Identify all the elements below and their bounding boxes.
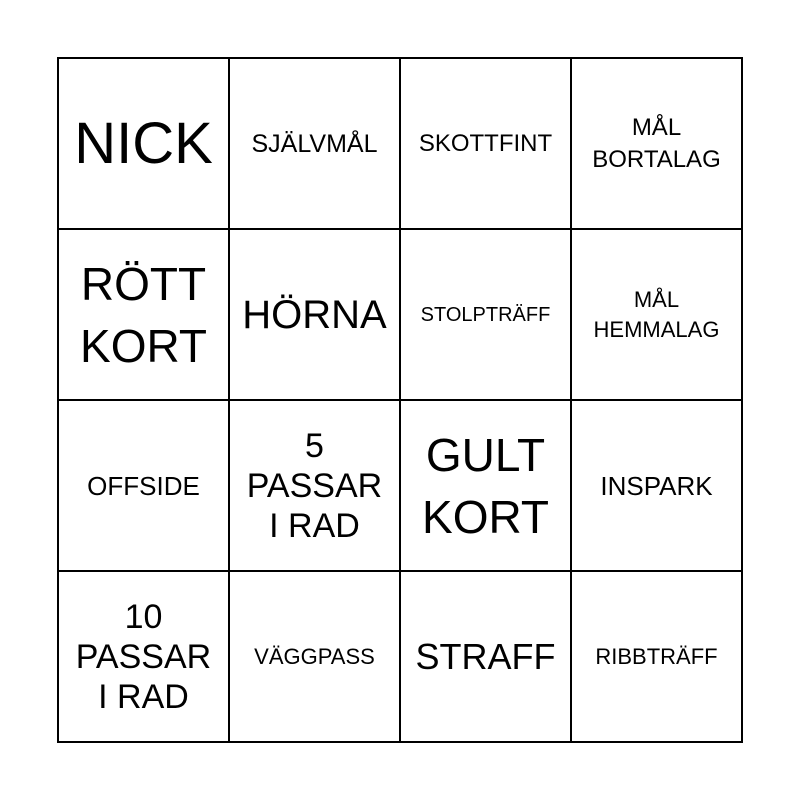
bingo-cell-5-passar-i-rad[interactable] bbox=[229, 400, 400, 571]
bingo-cell-skottfint[interactable] bbox=[400, 58, 571, 229]
bingo-cell-label: 5 PASSAR I RAD bbox=[246, 426, 383, 545]
bingo-cell-label: 10 PASSAR I RAD bbox=[75, 597, 212, 716]
bingo-cell-label: NICK bbox=[74, 110, 213, 176]
bingo-cell-label: SJÄLVMÅL bbox=[251, 129, 378, 158]
bingo-cell-offside[interactable] bbox=[58, 400, 229, 571]
bingo-cell-straff[interactable] bbox=[400, 571, 571, 742]
bingo-cell-label: MÅL HEMMALAG bbox=[593, 286, 720, 342]
bingo-cell-label: HÖRNA bbox=[242, 292, 387, 337]
bingo-cell-inspark[interactable] bbox=[571, 400, 742, 571]
bingo-cell-label: MÅL BORTALAG bbox=[592, 113, 721, 173]
bingo-cell-label: GULT KORT bbox=[422, 428, 549, 543]
bingo-board bbox=[57, 57, 743, 743]
bingo-cell-label: STOLPTRÄFF bbox=[420, 303, 551, 326]
bingo-cell-vaggpass[interactable] bbox=[229, 571, 400, 742]
bingo-cell-mal-bortalag[interactable] bbox=[571, 58, 742, 229]
bingo-cell-sjalvmal[interactable] bbox=[229, 58, 400, 229]
bingo-cell-nick[interactable] bbox=[58, 58, 229, 229]
bingo-cell-label: INSPARK bbox=[600, 470, 713, 501]
bingo-cell-stolptraff[interactable] bbox=[400, 229, 571, 400]
bingo-cell-label: VÄGGPASS bbox=[254, 643, 375, 669]
bingo-cell-label: OFFSIDE bbox=[87, 470, 200, 501]
bingo-cell-gult-kort[interactable] bbox=[400, 400, 571, 571]
bingo-cell-label: RIBBTRÄFF bbox=[595, 643, 718, 669]
bingo-cell-ribbtraff[interactable] bbox=[571, 571, 742, 742]
bingo-cell-rott-kort[interactable] bbox=[58, 229, 229, 400]
bingo-cell-10-passar-i-rad[interactable] bbox=[58, 571, 229, 742]
bingo-cell-label: STRAFF bbox=[415, 635, 556, 677]
bingo-cell-label: RÖTT KORT bbox=[80, 257, 207, 372]
bingo-cell-horna[interactable] bbox=[229, 229, 400, 400]
bingo-cell-mal-hemmalag[interactable] bbox=[571, 229, 742, 400]
bingo-cell-label: SKOTTFINT bbox=[418, 129, 553, 157]
